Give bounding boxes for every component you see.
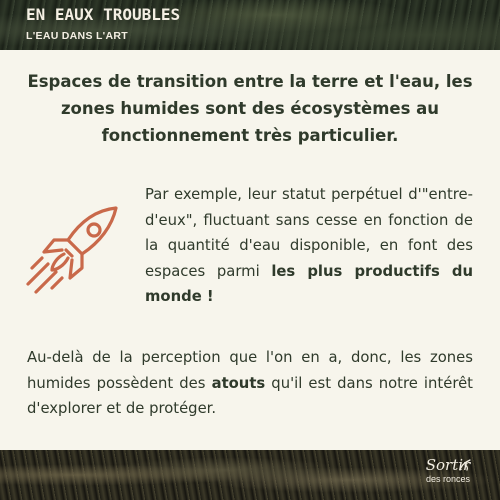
conclusion-highlight: atouts	[211, 374, 266, 392]
headline: Espaces de transition entre la terre et l'eau, les zones humides sont des écosystèmes au fonctionnement très particulier.	[27, 72, 473, 145]
bramble-icon	[458, 458, 472, 472]
footer-banner	[0, 450, 500, 500]
example-paragraph	[145, 182, 473, 310]
rocket-icon	[22, 200, 124, 300]
brand-tagline: des ronces	[425, 474, 471, 484]
conclusion-paragraph	[27, 345, 473, 422]
example-highlight: les plus productifs du monde !	[145, 262, 474, 305]
conclusion-text-end: qu'il est dans notre intérêt d'explorer et de protéger.	[27, 374, 473, 417]
brand-name: Sortir	[425, 456, 471, 474]
brand-logo	[418, 456, 478, 496]
content-panel	[0, 50, 500, 450]
header-banner	[0, 0, 500, 50]
series-subtitle: L'EAU DANS L'ART	[26, 30, 128, 42]
series-title: EN EAUX TROUBLES	[26, 5, 181, 24]
conclusion-text-start: Au-delà de la perception que l'on en a, donc, les zones humides possèdent des	[27, 349, 473, 392]
example-text: Par exemple, leur statut perpétuel d'"entre-d'eux", fluctuant sans cesse en fonction de la quantité d'eau disponible, en font des espaces parmi	[145, 186, 473, 280]
